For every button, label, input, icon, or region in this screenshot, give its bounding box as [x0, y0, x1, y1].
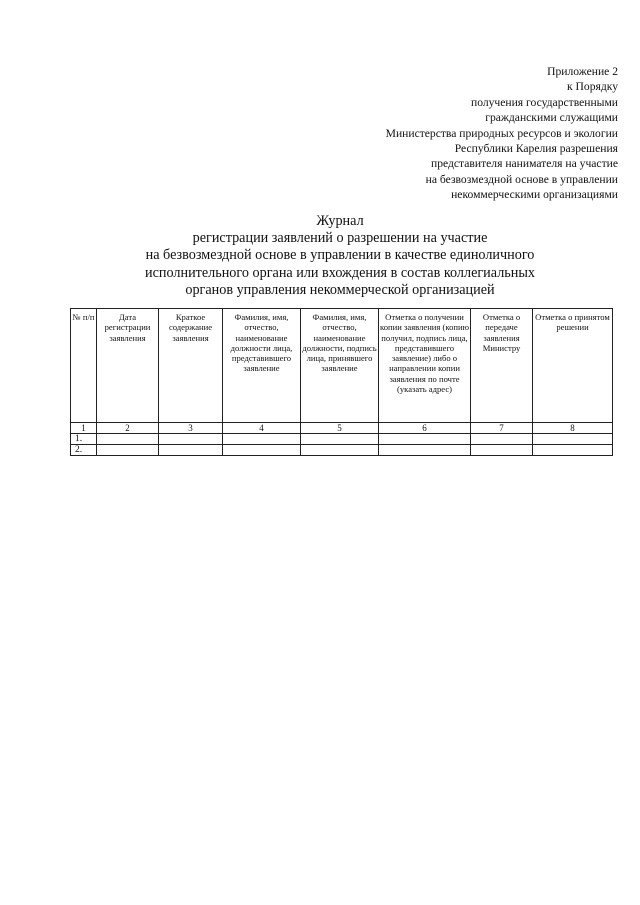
appendix-line: получения государственными: [470, 95, 618, 109]
table-cell: [533, 434, 613, 445]
table-cell: [97, 445, 159, 456]
registration-journal-table: [70, 308, 613, 456]
table-cell: [533, 445, 613, 456]
appendix-line: представителя нанимателя на участие: [431, 157, 618, 171]
table-cell: [97, 434, 159, 445]
appendix-line: гражданскими служащими: [485, 111, 618, 125]
appendix-line: Приложение 2: [547, 65, 618, 78]
row-number: 1.: [71, 434, 97, 445]
header-cell: Отметка о передаче заявления Министру: [471, 309, 533, 423]
table-cell: [379, 434, 471, 445]
header-cell: Отметка о принятом решении: [533, 309, 613, 423]
table-cell: [159, 434, 223, 445]
document-title: [110, 213, 570, 299]
table-cell: [301, 445, 379, 456]
table-cell: [379, 445, 471, 456]
column-number: 1: [71, 423, 97, 434]
title-heading: Журнал: [316, 213, 364, 229]
header-cell: Дата регистрации заявления: [97, 309, 159, 423]
column-number: 3: [159, 423, 223, 434]
table-row: [71, 445, 613, 456]
table-cell: [301, 434, 379, 445]
appendix-line: некоммерческими организациями: [451, 188, 618, 202]
column-number: 8: [533, 423, 613, 434]
header-cell: Краткое содержание заявления: [159, 309, 223, 423]
column-number: 7: [471, 423, 533, 434]
header-cell: Фамилия, имя, отчество, наименование должности лица, представившего заявление: [223, 309, 301, 423]
row-number: 2.: [71, 445, 97, 456]
column-number: 2: [97, 423, 159, 434]
table-header-row: [71, 309, 613, 423]
header-cell: Фамилия, имя, отчество, наименование должности, подпись лица, принявшего заявление: [301, 309, 379, 423]
table-cell: [159, 445, 223, 456]
table-cell: [471, 434, 533, 445]
table-cell: [471, 445, 533, 456]
appendix-line: к Порядку: [567, 80, 618, 94]
column-number-row: [71, 423, 613, 434]
appendix-note: [318, 64, 618, 203]
header-cell: № п/п: [71, 309, 97, 423]
appendix-line: на безвозмездной основе в управлении: [425, 172, 618, 186]
appendix-line: Министерства природных ресурсов и экологии: [385, 126, 618, 140]
table-row: [71, 434, 613, 445]
column-number: 5: [301, 423, 379, 434]
table-cell: [223, 445, 301, 456]
title-line: органов управления некоммерческой организацией: [185, 281, 495, 298]
column-number: 6: [379, 423, 471, 434]
header-cell: Отметка о получении копии заявления (копию получил, подпись лица, представившего заявление) либо о направлении копии заявления по почте (указать адрес): [379, 309, 471, 423]
title-line: регистрации заявлений о разрешении на участие: [192, 230, 488, 247]
appendix-line: Республики Карелия разрешения: [454, 142, 618, 156]
table-cell: [223, 434, 301, 445]
title-line: исполнительного органа или вхождения в состав коллегиальных: [145, 264, 535, 281]
title-line: на безвозмездной основе в управлении в качестве единоличного: [145, 247, 535, 264]
column-number: 4: [223, 423, 301, 434]
